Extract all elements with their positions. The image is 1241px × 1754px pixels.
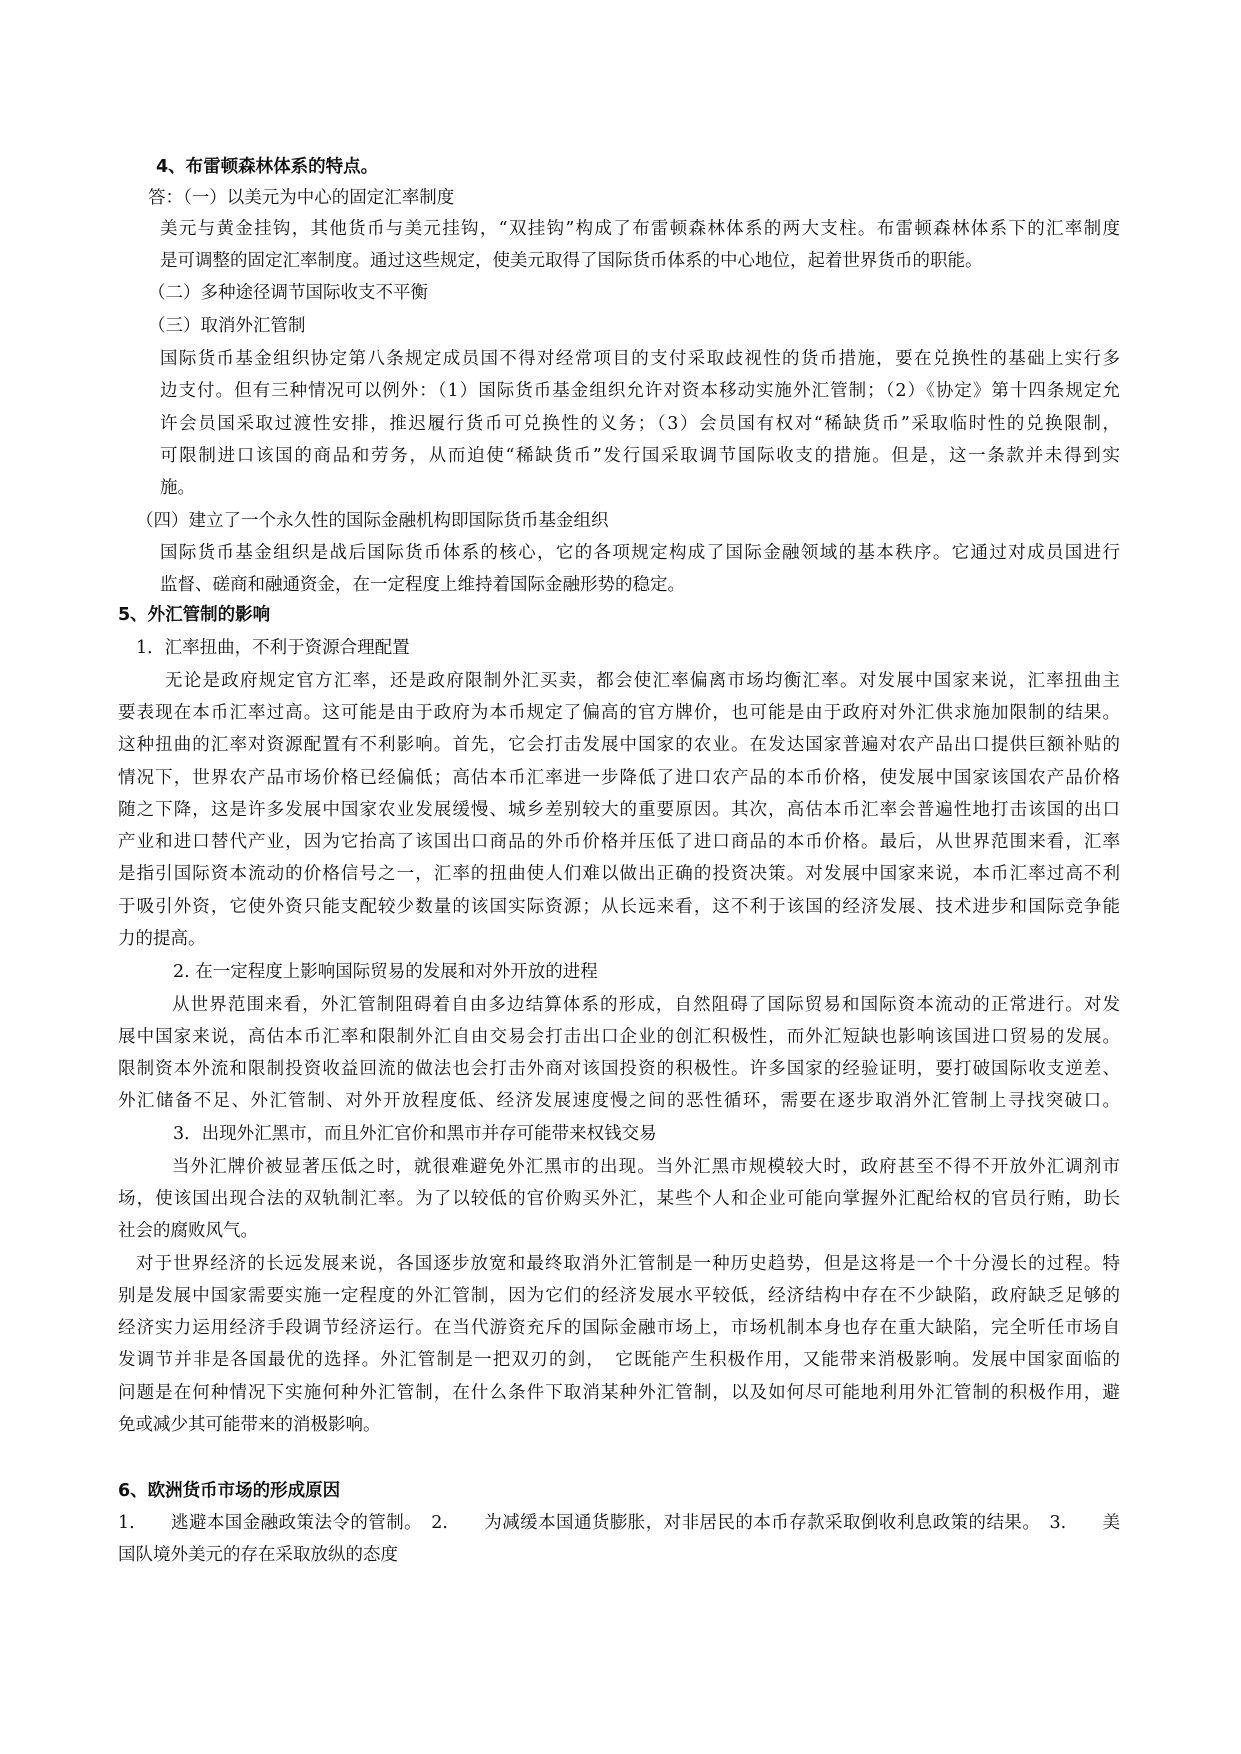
section-5-heading: 5、外汇管制的影响 (118, 605, 271, 625)
paragraph-line: 美元与黄金挂钩，其他货币与美元挂钩，“双挂钩”构成了布雷顿森林体系的两大支柱。布雷顿森林体系下的汇率制度 (160, 219, 1120, 239)
paragraph-line: 国队境外美元的存在采取放纵的态度 (118, 1545, 398, 1565)
paragraph-line: 当外汇牌价被显著压低之时，就很难避免外汇黑市的出现。当外汇黑市规模较大时，政府甚至不得不开放外汇调剂市 (172, 1157, 1120, 1177)
paragraph-line: 于吸引外资，它使外资只能支配较少数量的该国实际资源；从长远来看，这不利于该国的经济发展、技术进步和国际竞争能 (118, 897, 1120, 917)
paragraph-line: 许会员国采取过渡性安排，推迟履行货币可兑换性的义务；（3）会员国有权对“稀缺货币”采取临时性的兑换限制， (160, 414, 1120, 434)
section-4-item-3: （三）取消外汇管制 (148, 316, 306, 336)
paragraph-line: 监督、磋商和融通资金，在一定程度上维持着国际金融形势的稳定。 (160, 575, 685, 595)
paragraph-line: 这种扭曲的汇率对资源配置有不利影响。首先，它会打击发展中国家的农业。在发达国家普遍对农产品出口提供巨额补贴的 (118, 735, 1120, 755)
section-4-heading: 4、布雷顿森林体系的特点。 (156, 157, 379, 177)
section-4-answer-intro: 答：（一）以美元为中心的固定汇率制度 (148, 188, 455, 208)
paragraph-line: 边支付。但有三种情况可以例外：（1）国际货币基金组织允许对资本移动实施外汇管制；（2）《协定》第十四条规定允 (160, 381, 1120, 401)
section-5-sub-1: 1．汇率扭曲，不利于资源合理配置 (136, 638, 410, 658)
paragraph-line: 可限制进口该国的商品和劳务，从而迫使“稀缺货币”发行国采取调节国际收支的措施。但是，这一条款并未得到实 (160, 446, 1120, 466)
section-4-item-4: （四）建立了一个永久性的国际金融机构即国际货币基金组织 (136, 511, 609, 531)
paragraph-line: 社会的腐败风气。 (118, 1221, 258, 1241)
paragraph-line: 场，使该国出现合法的双轨制汇率。为了以较低的官价购买外汇，某些个人和企业可能向掌握外汇配给权的官员行贿，助长 (118, 1189, 1120, 1209)
section-5-sub-3: 3．出现外汇黑市，而且外汇官价和黑市并存可能带来权钱交易 (173, 1124, 657, 1144)
paragraph-line: 是指引国际资本流动的价格信号之一，汇率的扭曲使人们难以做出正确的投资决策。对发展中国家来说，本币汇率过高不利 (118, 864, 1120, 884)
paragraph-line: 无论是政府规定官方汇率，还是政府限制外汇买卖，都会使汇率偏离市场均衡汇率。对发展中国家来说，汇率扭曲主 (165, 671, 1120, 691)
paragraph-line: 从世界范围来看，外汇管制阻碍着自由多边结算体系的形成，自然阻碍了国际贸易和国际资本流动的正常进行。对发 (172, 995, 1120, 1015)
paragraph-line: 展中国家来说，高估本币汇率和限制外汇自由交易会打击出口企业的创汇积极性，而外汇短缺也影响该国进口贸易的发展。 (118, 1027, 1120, 1047)
paragraph-line: 经济实力运用经济手段调节经济运行。在当代游资充斥的国际金融市场上，市场机制本身也存在重大缺陷，完全听任市场自 (118, 1318, 1120, 1338)
paragraph-line: 国际货币基金组织协定第八条规定成员国不得对经常项目的支付采取歧视性的货币措施，要在兑换性的基础上实行多 (160, 349, 1120, 369)
paragraph-line: 是可调整的固定汇率制度。通过这些规定，使美元取得了国际货币体系的中心地位，起着世界货币的职能。 (160, 251, 983, 271)
paragraph-line: 要表现在本币汇率过高。这可能是由于政府为本币规定了偏高的官方牌价，也可能是由于政府对外汇供求施加限制的结果。 (118, 703, 1120, 723)
paragraph-line: 限制资本外流和限制投资收益回流的做法也会打击外商对该国投资的积极性。许多国家的经验证明，要打破国际收支逆差、 (118, 1059, 1120, 1079)
paragraph-line: 国际货币基金组织是战后国际货币体系的核心，它的各项规定构成了国际金融领域的基本秩序。它通过对成员国进行 (160, 543, 1120, 563)
paragraph-line: 产业和进口替代产业，因为它抬高了该国出口商品的外币价格并压低了进口商品的本币价格。最后，从世界范围来看，汇率 (118, 832, 1120, 852)
paragraph-line: 外汇储备不足、外汇管制、对外开放程度低、经济发展速度慢之间的恶性循环，需要在逐步取消外汇管制上寻找突破口。 (118, 1091, 1120, 1111)
paragraph-line: 力的提高。 (118, 929, 206, 949)
paragraph-line: 1. 逃避本国金融政策法令的管制。 2. 为减缓本国通货膨胀，对非居民的本币存款采取倒收利息政策的结果。 3. 美 (118, 1513, 1120, 1533)
section-6-heading: 6、欧洲货币市场的形成原因 (118, 1481, 341, 1501)
paragraph-line: 情况下，世界农产品市场价格已经偏低；高估本币汇率进一步降低了进口农产品的本币价格，使发展中国家该国农产品价格 (118, 768, 1120, 788)
paragraph-line: 别是发展中国家需要实施一定程度的外汇管制，因为它们的经济发展水平较低，经济结构中存在不少缺陷，政府缺乏足够的 (118, 1286, 1120, 1306)
paragraph-line: 随之下降，这是许多发展中国家农业发展缓慢、城乡差别较大的重要原因。其次，高估本币汇率会普遍性地打击该国的出口 (118, 800, 1120, 820)
paragraph-line: 对于世界经济的长远发展来说，各国逐步放宽和最终取消外汇管制是一种历史趋势，但是这将是一个十分漫长的过程。特 (136, 1254, 1120, 1274)
paragraph-line: 问题是在何种情况下实施何种外汇管制，在什么条件下取消某种外汇管制，以及如何尽可能地利用外汇管制的积极作用，避 (118, 1383, 1120, 1403)
section-5-sub-2: 2. 在一定程度上影响国际贸易的发展和对外开放的进程 (173, 962, 598, 982)
section-4-item-2: （二）多种途径调节国际收支不平衡 (148, 283, 428, 303)
paragraph-line: 施。 (160, 478, 195, 498)
paragraph-line: 发调节并非是各国最优的选择。外汇管制是一把双刃的剑， 它既能产生积极作用，又能带来消极影响。发展中国家面临的 (118, 1350, 1120, 1370)
paragraph-line: 免或减少其可能带来的消极影响。 (118, 1415, 381, 1435)
